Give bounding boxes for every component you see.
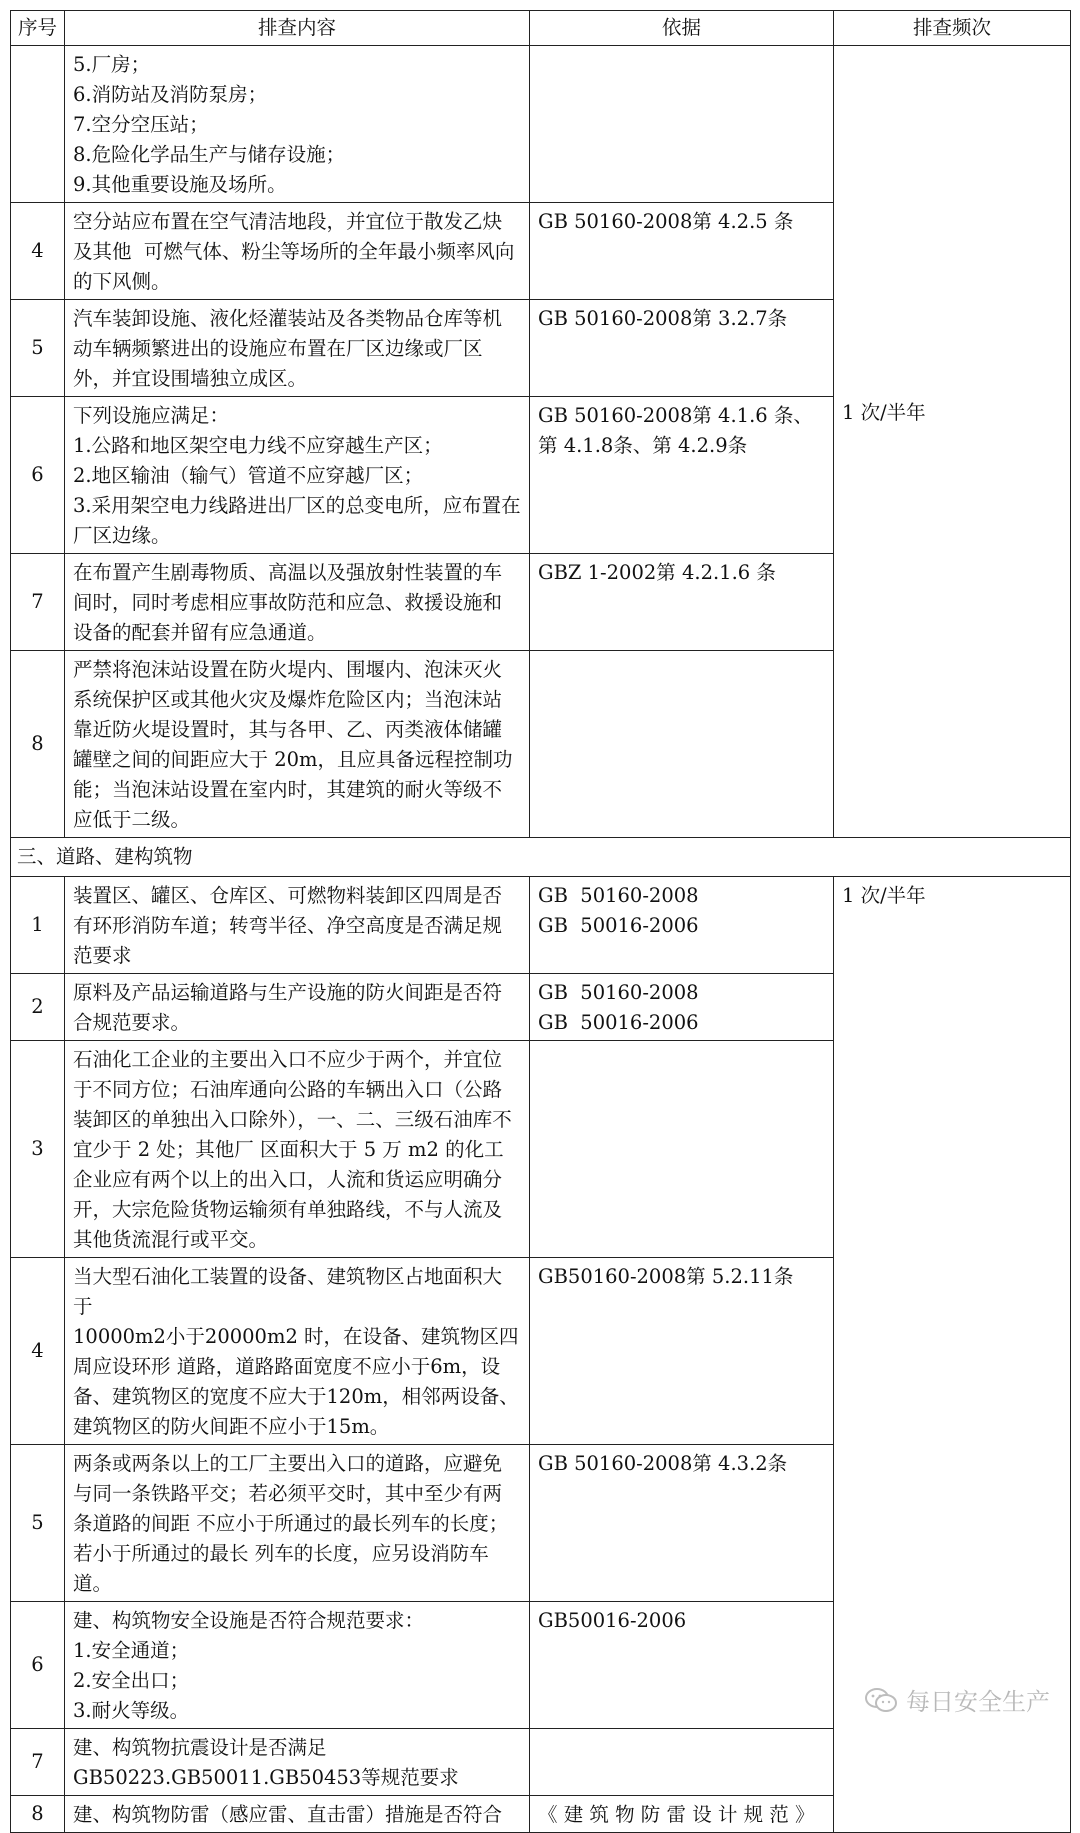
row-basis xyxy=(530,554,834,651)
content-line: GB50223.GB50011.GB50453等规范要求 xyxy=(73,1766,459,1789)
section-row xyxy=(11,838,1071,877)
content-line: 石油化工企业的主要出入口不应少于两个，并宜位于不同方位；石油库通向公路的车辆出入口（公路装卸区的单独出入口除外），一、二、三级石油库不宜少于 2 处；其他厂 区面积大于 5 万 m2 的化工企业应有两个以上的出入口，人流和货运应明确分开，大宗危险货物运输须有单独路线，不与人流及其他货流混行或平交。 xyxy=(73,1048,512,1251)
row-number: 7 xyxy=(11,1729,65,1796)
wechat-icon xyxy=(864,1687,898,1713)
row-basis xyxy=(530,1729,834,1796)
row-basis xyxy=(530,1258,834,1445)
row-basis xyxy=(530,974,834,1041)
row-number: 1 xyxy=(11,877,65,974)
basis-line: GB50016-2006 xyxy=(538,1609,687,1632)
section-title: 三、道路、建构筑物 xyxy=(11,838,1071,877)
header-content: 排查内容 xyxy=(65,11,530,46)
row-content xyxy=(65,651,530,838)
row-frequency: 1 次/半年 xyxy=(834,877,1071,1833)
watermark xyxy=(864,1682,1050,1717)
basis-line: 《 建 筑 物 防 雷 设 计 规 范 》 xyxy=(538,1803,815,1826)
row-content xyxy=(65,1445,530,1602)
content-line: 2.安全出口； xyxy=(73,1669,190,1692)
table-header-row xyxy=(11,11,1071,46)
content-line: 下列设施应满足： xyxy=(73,404,230,427)
content-line: 建、构筑物安全设施是否符合规范要求： xyxy=(73,1609,425,1632)
basis-line: GB 50016-2006 xyxy=(538,1011,699,1034)
content-line: 5.厂房； xyxy=(73,53,151,76)
table-row xyxy=(11,46,1071,203)
basis-line: GBZ 1-2002第 4.2.1.6 条 xyxy=(538,561,776,584)
row-basis xyxy=(530,1445,834,1602)
row-basis xyxy=(530,300,834,397)
content-line: 10000m2小于20000m2 时，在设备、建筑物区四周应设环形 道路，道路路面宽度不应小于6m，设备、建筑物区的宽度不应大于120m，相邻两设备、建筑物区的防火间距不应小于15m。 xyxy=(73,1325,519,1438)
row-content xyxy=(65,1602,530,1729)
row-number: 3 xyxy=(11,1041,65,1258)
basis-line: GB 50160-2008 xyxy=(538,884,699,907)
content-line: 9.其他重要设施及场所。 xyxy=(73,173,287,196)
basis-line: GB 50160-2008第 4.2.5 条 xyxy=(538,210,794,233)
row-basis xyxy=(530,1041,834,1258)
row-content xyxy=(65,300,530,397)
row-basis xyxy=(530,46,834,203)
basis-line: GB50160-2008第 5.2.11条 xyxy=(538,1265,794,1288)
basis-line: GB 50160-2008第 4.3.2条 xyxy=(538,1452,788,1475)
row-content xyxy=(65,554,530,651)
row-content xyxy=(65,46,530,203)
content-line: 建、构筑物抗震设计是否满足 xyxy=(73,1736,327,1759)
header-seq: 序号 xyxy=(11,11,65,46)
row-number: 5 xyxy=(11,300,65,397)
row-number: 2 xyxy=(11,974,65,1041)
row-content xyxy=(65,974,530,1041)
basis-line: GB 50016-2006 xyxy=(538,914,699,937)
row-content xyxy=(65,1258,530,1445)
row-basis xyxy=(530,877,834,974)
basis-line: GB 50160-2008第 4.1.6 条、第 4.1.8条、第 4.2.9条 xyxy=(538,404,813,457)
content-line: 装置区、罐区、仓库区、可燃物料装卸区四周是否有环形消防车道；转弯半径、净空高度是否满足规范要求 xyxy=(73,884,503,967)
content-line: 1.公路和地区架空电力线不应穿越生产区； xyxy=(73,434,443,457)
content-line: 原料及产品运输道路与生产设施的防火间距是否符合规范要求。 xyxy=(73,981,503,1034)
row-content xyxy=(65,1729,530,1796)
content-line: 7.空分空压站； xyxy=(73,113,209,136)
content-line: 建、构筑物防雷（感应雷、直击雷）措施是否符合 xyxy=(73,1803,503,1826)
content-line: 在布置产生剧毒物质、高温以及强放射性装置的车间时，同时考虑相应事故防范和应急、救援设施和设备的配套并留有应急通道。 xyxy=(73,561,503,644)
content-line: 3.采用架空电力线路进出厂区的总变电所，应布置在厂区边缘。 xyxy=(73,494,521,547)
row-basis xyxy=(530,203,834,300)
basis-line: GB 50160-2008第 3.2.7条 xyxy=(538,307,788,330)
content-line: 6.消防站及消防泵房； xyxy=(73,83,268,106)
basis-line: GB 50160-2008 xyxy=(538,981,699,1004)
row-number: 5 xyxy=(11,1445,65,1602)
content-line: 3.耐火等级。 xyxy=(73,1699,190,1722)
row-basis xyxy=(530,1796,834,1833)
content-line: 空分站应布置在空气清洁地段，并宜位于散发乙炔及其他 可燃气体、粉尘等场所的全年最小频率风向的下风侧。 xyxy=(73,210,515,293)
row-number: 4 xyxy=(11,1258,65,1445)
content-line: 严禁将泡沫站设置在防火堤内、围堰内、泡沫灭火系统保护区或其他火灾及爆炸危险区内；当泡沫站靠近防火堤设置时，其与各甲、乙、丙类液体储罐罐壁之间的间距应大于 20m，且应具备远程控制功能；当泡沫站设置在室内时，其建筑的耐火等级不应低于二级。 xyxy=(73,658,513,831)
row-content xyxy=(65,1796,530,1833)
row-content xyxy=(65,1041,530,1258)
row-basis xyxy=(530,651,834,838)
row-basis xyxy=(530,1602,834,1729)
table-row xyxy=(11,877,1071,974)
row-number: 8 xyxy=(11,651,65,838)
content-line: 2.地区输油（输气）管道不应穿越厂区； xyxy=(73,464,424,487)
header-basis: 依据 xyxy=(530,11,834,46)
row-content xyxy=(65,203,530,300)
row-number: 6 xyxy=(11,397,65,554)
inspection-table xyxy=(10,10,1071,1833)
content-line: 当大型石油化工装置的设备、建筑物区占地面积大于 xyxy=(73,1265,503,1318)
content-line: 8.危险化学品生产与储存设施； xyxy=(73,143,346,166)
row-number: 6 xyxy=(11,1602,65,1729)
row-content xyxy=(65,397,530,554)
row-number xyxy=(11,46,65,203)
row-frequency: 1 次/半年 xyxy=(834,46,1071,838)
row-basis xyxy=(530,397,834,554)
watermark-text: 每日安全生产 xyxy=(906,1688,1050,1716)
header-frequency: 排查频次 xyxy=(834,11,1071,46)
row-number: 7 xyxy=(11,554,65,651)
row-number: 8 xyxy=(11,1796,65,1833)
content-line: 汽车装卸设施、液化烃灌装站及各类物品仓库等机动车辆频繁进出的设施应布置在厂区边缘或厂区外，并宜设围墙独立成区。 xyxy=(73,307,503,390)
row-number: 4 xyxy=(11,203,65,300)
row-content xyxy=(65,877,530,974)
content-line: 1.安全通道； xyxy=(73,1639,190,1662)
content-line: 两条或两条以上的工厂主要出入口的道路，应避免与同一条铁路平交；若必须平交时，其中至少有两条道路的间距 不应小于所通过的最长列车的长度；若小于所通过的最长 列车的长度，应另设消防车道。 xyxy=(73,1452,509,1595)
